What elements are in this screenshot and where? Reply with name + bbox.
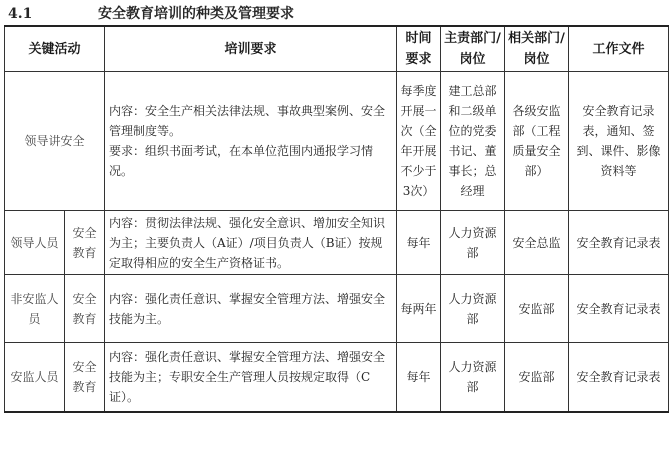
cell-time: 每季度开展一次（全年开展不少于3次） [397,72,441,211]
cell-activity-group: 安监人员 [5,343,65,413]
header-dept: 主责部门/岗位 [441,26,505,72]
cell-doc: 安全教育记录表 [569,343,669,413]
cell-activity: 领导讲安全 [5,72,105,211]
cell-doc: 安全教育记录表 [569,211,669,275]
cell-dept: 建工总部和二级单位的党委书记、董事长；总经理 [441,72,505,211]
training-table [4,25,669,413]
cell-related: 安监部 [505,275,569,343]
cell-dept: 人力资源部 [441,275,505,343]
header-activity: 关键活动 [5,26,105,72]
cell-dept: 人力资源部 [441,343,505,413]
cell-activity-type: 安全教育 [65,275,105,343]
cell-activity-group: 领导人员 [5,211,65,275]
header-time: 时间要求 [397,26,441,72]
cell-doc: 安全教育记录表 [569,275,669,343]
header-requirement: 培训要求 [105,26,397,72]
cell-dept: 人力资源部 [441,211,505,275]
table-row [5,211,669,275]
table-row [5,275,669,343]
section-title: 安全教育培训的种类及管理要求 [98,6,294,22]
table-row [5,343,669,413]
cell-requirement: 内容：强化责任意识、掌握安全管理方法、增强安全技能为主；专职安全生产管理人员按规定取得（C证）。 [105,343,397,413]
cell-time: 每年 [397,343,441,413]
header-doc: 工作文件 [569,26,669,72]
cell-related: 安监部 [505,343,569,413]
cell-related: 安全总监 [505,211,569,275]
table-row [5,72,669,211]
cell-requirement: 内容：安全生产相关法律法规、事故典型案例、安全管理制度等。 要求：组织书面考试，在本单位范围内通报学习情况。 [105,72,397,211]
cell-activity-type: 安全教育 [65,211,105,275]
cell-doc: 安全教育记录表，通知、签到、课件、影像资料等 [569,72,669,211]
cell-time: 每年 [397,211,441,275]
cell-requirement: 内容：贯彻法律法规、强化安全意识、增加安全知识为主；主要负责人（A证）/项目负责人（B证）按规定取得相应的安全生产资格证书。 [105,211,397,275]
cell-related: 各级安监部（工程质量安全部） [505,72,569,211]
section-heading [0,4,672,24]
cell-requirement: 内容：强化责任意识、掌握安全管理方法、增强安全技能为主。 [105,275,397,343]
table-header-row [5,26,669,72]
header-related: 相关部门/岗位 [505,26,569,72]
cell-time: 每两年 [397,275,441,343]
cell-activity-type: 安全教育 [65,343,105,413]
section-number: 4.1 [8,6,33,22]
cell-activity-group: 非安监人员 [5,275,65,343]
